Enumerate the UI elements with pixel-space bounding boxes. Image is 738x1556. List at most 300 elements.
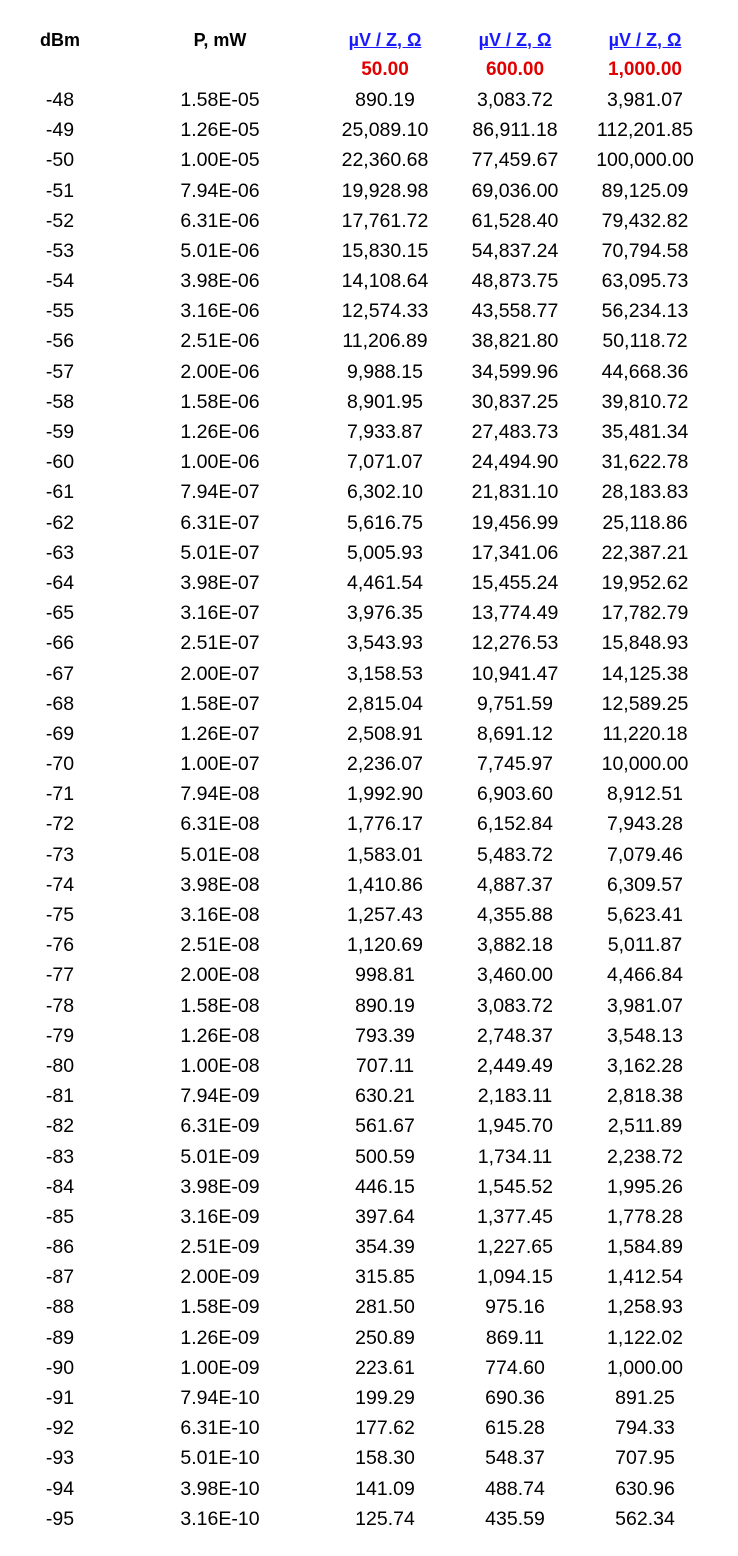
uv-600-ohm-cell: 69,036.00 [471, 179, 559, 202]
table-row [0, 297, 738, 327]
uv-1000-ohm-cell: 1,122.02 [607, 1326, 683, 1349]
uv-50-ohm-cell: 9,988.15 [347, 360, 423, 383]
table-row [0, 176, 738, 206]
dbm-cell: -70 [45, 753, 75, 776]
uv-50-ohm-cell: 6,302.10 [347, 481, 423, 504]
uv-600-ohm-cell: 1,227.65 [477, 1236, 553, 1259]
uv-1000-ohm-cell: 14,125.38 [601, 662, 689, 685]
uv-1000-ohm-cell: 2,511.89 [607, 1115, 683, 1138]
power-mw-cell: 1.00E-06 [180, 451, 260, 474]
table-row [0, 1051, 738, 1081]
uv-1000-ohm-cell: 3,981.07 [607, 88, 683, 111]
dbm-cell: -66 [45, 632, 75, 655]
power-mw-cell: 3.98E-07 [180, 571, 260, 594]
uv-1000-ohm-cell: 1,412.54 [607, 1266, 683, 1289]
power-mw-cell: 5.01E-09 [180, 1145, 260, 1168]
uv-50-ohm-cell: 793.39 [355, 1024, 415, 1047]
uv-50-ohm-cell: 14,108.64 [341, 270, 429, 293]
uv-1000-ohm-cell: 2,238.72 [607, 1145, 683, 1168]
table-row [0, 417, 738, 447]
power-mw-cell: 1.26E-05 [180, 119, 260, 142]
table-row [0, 689, 738, 719]
uv-600-ohm-cell: 12,276.53 [471, 632, 559, 655]
uv-50-ohm-cell: 1,776.17 [347, 813, 423, 836]
dbm-cell: -85 [45, 1205, 75, 1228]
uv-50-ohm-cell: 1,410.86 [347, 873, 423, 896]
power-mw-cell: 7.94E-07 [180, 481, 260, 504]
uv-1000-ohm-cell: 707.95 [615, 1447, 675, 1470]
dbm-cell: -82 [45, 1115, 75, 1138]
power-mw-cell: 1.26E-09 [180, 1326, 260, 1349]
dbm-cell: -55 [45, 300, 75, 323]
uv-600-ohm-cell: 6,903.60 [477, 783, 553, 806]
power-mw-cell: 1.58E-05 [180, 88, 260, 111]
table-row [0, 236, 738, 266]
power-mw-cell: 2.51E-09 [180, 1236, 260, 1259]
power-mw-cell: 1.00E-05 [180, 149, 260, 172]
table-row [0, 448, 738, 478]
uv-1000-ohm-cell: 8,912.51 [607, 783, 683, 806]
dbm-cell: -78 [45, 994, 75, 1017]
dbm-cell: -90 [45, 1356, 75, 1379]
uv-1000-ohm-cell: 15,848.93 [601, 632, 689, 655]
power-mw-cell: 2.51E-08 [180, 934, 260, 957]
uv-50-ohm-cell: 22,360.68 [341, 149, 429, 172]
table-row [0, 1021, 738, 1051]
uv-600-ohm-cell: 8,691.12 [477, 722, 553, 745]
dbm-cell: -92 [45, 1417, 75, 1440]
dbm-cell: -77 [45, 964, 75, 987]
table-row [0, 780, 738, 810]
uv-600-ohm-cell: 2,183.11 [477, 1085, 553, 1108]
dbm-conversion-table [0, 25, 738, 1534]
dbm-cell: -89 [45, 1326, 75, 1349]
dbm-cell: -76 [45, 934, 75, 957]
uv-1000-ohm-cell: 794.33 [615, 1417, 675, 1440]
dbm-cell: -51 [45, 179, 75, 202]
dbm-cell: -49 [45, 119, 75, 142]
uv-1000-ohm-cell: 12,589.25 [601, 692, 689, 715]
table-row [0, 991, 738, 1021]
dbm-cell: -65 [45, 602, 75, 625]
table-row [0, 508, 738, 538]
power-mw-cell: 1.26E-08 [180, 1024, 260, 1047]
uv-50-ohm-cell: 141.09 [355, 1477, 415, 1500]
dbm-cell: -54 [45, 270, 75, 293]
uv-50-ohm-cell: 5,616.75 [347, 511, 423, 534]
header-row [0, 25, 738, 55]
uv-600-ohm-cell: 77,459.67 [471, 149, 559, 172]
uv-1000-ohm-cell: 562.34 [615, 1507, 675, 1530]
dbm-cell: -56 [45, 330, 75, 353]
uv-1000-ohm-cell: 39,810.72 [601, 390, 689, 413]
power-mw-cell: 7.94E-08 [180, 783, 260, 806]
power-mw-cell: 3.16E-06 [180, 300, 260, 323]
uv-600-ohm-cell: 48,873.75 [471, 270, 559, 293]
uv-50-ohm-cell: 3,976.35 [347, 602, 423, 625]
uv-1000-ohm-cell: 19,952.62 [601, 571, 689, 594]
dbm-cell: -74 [45, 873, 75, 896]
dbm-cell: -88 [45, 1296, 75, 1319]
uv-1000-ohm-cell: 22,387.21 [601, 541, 689, 564]
power-mw-cell: 7.94E-06 [180, 179, 260, 202]
uv-50-ohm-cell: 998.81 [355, 964, 415, 987]
uv-1000-ohm-cell: 11,220.18 [602, 722, 688, 745]
uv-600-ohm-cell: 13,774.49 [471, 602, 559, 625]
uv-600-ohm-cell: 3,083.72 [477, 88, 553, 111]
dbm-cell: -63 [45, 541, 75, 564]
uv-50-ohm-cell: 5,005.93 [347, 541, 423, 564]
uv-50-ohm-cell: 561.67 [355, 1115, 415, 1138]
uv-50-ohm-cell: 281.50 [355, 1296, 415, 1319]
impedance-1000: 1,000.00 [608, 59, 682, 81]
dbm-cell: -60 [45, 451, 75, 474]
power-mw-cell: 3.16E-08 [180, 904, 260, 927]
uv-600-ohm-cell: 1,945.70 [477, 1115, 553, 1138]
uv-600-ohm-cell: 27,483.73 [471, 421, 559, 444]
table-row [0, 1323, 738, 1353]
dbm-cell: -67 [45, 662, 75, 685]
dbm-cell: -53 [45, 239, 75, 262]
uv-50-ohm-cell: 25,089.10 [341, 119, 429, 142]
uv-600-ohm-cell: 1,734.11 [477, 1145, 553, 1168]
dbm-cell: -52 [45, 209, 75, 232]
dbm-cell: -95 [45, 1507, 75, 1530]
uv-50-ohm-cell: 158.30 [355, 1447, 415, 1470]
power-mw-cell: 3.98E-10 [180, 1477, 260, 1500]
table-row [0, 538, 738, 568]
uv-50-ohm-cell: 1,992.90 [347, 783, 423, 806]
uv-1000-ohm-cell: 17,782.79 [601, 602, 689, 625]
dbm-cell: -62 [45, 511, 75, 534]
dbm-cell: -73 [45, 843, 75, 866]
table-row [0, 1112, 738, 1142]
uv-50-ohm-cell: 1,257.43 [347, 904, 423, 927]
uv-1000-ohm-cell: 4,466.84 [607, 964, 683, 987]
uv-50-ohm-cell: 890.19 [355, 994, 415, 1017]
dbm-cell: -75 [45, 904, 75, 927]
table-row [0, 1172, 738, 1202]
power-mw-cell: 6.31E-08 [180, 813, 260, 836]
dbm-cell: -84 [45, 1175, 75, 1198]
uv-50-ohm-cell: 315.85 [355, 1266, 415, 1289]
power-mw-cell: 3.16E-10 [180, 1507, 260, 1530]
uv-50-ohm-cell: 707.11 [355, 1054, 415, 1077]
uv-600-ohm-cell: 6,152.84 [477, 813, 553, 836]
power-mw-cell: 2.00E-06 [180, 360, 260, 383]
uv-600-ohm-cell: 38,821.80 [471, 330, 559, 353]
table-row [0, 1202, 738, 1232]
uv-600-ohm-cell: 43,558.77 [471, 300, 559, 323]
uv-600-ohm-cell: 34,599.96 [471, 360, 559, 383]
uv-600-ohm-cell: 3,882.18 [477, 934, 553, 957]
uv-1000-ohm-cell: 2,818.38 [607, 1085, 683, 1108]
table-row [0, 1353, 738, 1383]
table-row [0, 719, 738, 749]
power-mw-cell: 6.31E-10 [180, 1417, 260, 1440]
uv-600-ohm-cell: 3,083.72 [477, 994, 553, 1017]
uv-50-ohm-cell: 11,206.89 [342, 330, 428, 353]
power-mw-cell: 2.00E-09 [180, 1266, 260, 1289]
impedance-row [0, 55, 738, 85]
uv-1000-ohm-cell: 3,981.07 [607, 994, 683, 1017]
uv-1000-ohm-cell: 70,794.58 [601, 239, 689, 262]
uv-1000-ohm-cell: 1,778.28 [607, 1205, 683, 1228]
power-mw-cell: 5.01E-10 [180, 1447, 260, 1470]
uv-1000-ohm-cell: 50,118.72 [602, 330, 688, 353]
uv-50-ohm-cell: 1,583.01 [347, 843, 423, 866]
uv-50-ohm-cell: 250.89 [355, 1326, 415, 1349]
table-row [0, 961, 738, 991]
uv-1000-ohm-cell: 3,548.13 [607, 1024, 683, 1047]
uv-600-ohm-cell: 30,837.25 [471, 390, 559, 413]
power-mw-cell: 1.58E-09 [180, 1296, 260, 1319]
uv-1000-ohm-cell: 89,125.09 [601, 179, 689, 202]
uv-600-ohm-cell: 9,751.59 [477, 692, 553, 715]
dbm-cell: -80 [45, 1054, 75, 1077]
uv-50-ohm-cell: 7,071.07 [347, 451, 423, 474]
table-row [0, 1233, 738, 1263]
dbm-cell: -64 [45, 571, 75, 594]
table-row [0, 931, 738, 961]
uv-1000-ohm-cell: 44,668.36 [601, 360, 689, 383]
uv-600-ohm-cell: 2,449.49 [477, 1054, 553, 1077]
table-row [0, 206, 738, 236]
uv-50-ohm-cell: 446.15 [355, 1175, 415, 1198]
header-power-mw: P, mW [193, 29, 247, 50]
uv-600-ohm-cell: 1,377.45 [477, 1205, 553, 1228]
table-row [0, 1504, 738, 1534]
uv-1000-ohm-cell: 31,622.78 [601, 451, 689, 474]
table-row [0, 387, 738, 417]
dbm-cell: -87 [45, 1266, 75, 1289]
power-mw-cell: 5.01E-06 [180, 239, 260, 262]
dbm-cell: -59 [45, 421, 75, 444]
power-mw-cell: 6.31E-07 [180, 511, 260, 534]
power-mw-cell: 3.16E-09 [180, 1205, 260, 1228]
table-row [0, 1444, 738, 1474]
uv-600-ohm-cell: 774.60 [485, 1356, 545, 1379]
power-mw-cell: 2.00E-08 [180, 964, 260, 987]
table-row [0, 900, 738, 930]
uv-600-ohm-cell: 488.74 [485, 1477, 545, 1500]
uv-1000-ohm-cell: 6,309.57 [607, 873, 683, 896]
uv-600-ohm-cell: 690.36 [485, 1387, 545, 1410]
uv-50-ohm-cell: 3,543.93 [347, 632, 423, 655]
uv-50-ohm-cell: 2,236.07 [347, 753, 423, 776]
power-mw-cell: 2.51E-07 [180, 632, 260, 655]
table-row [0, 1293, 738, 1323]
uv-50-ohm-cell: 19,928.98 [341, 179, 429, 202]
uv-1000-ohm-cell: 891.25 [615, 1387, 675, 1410]
uv-1000-ohm-cell: 35,481.34 [601, 421, 689, 444]
dbm-cell: -48 [45, 88, 75, 111]
uv-1000-ohm-cell: 10,000.00 [601, 753, 689, 776]
uv-1000-ohm-cell: 7,943.28 [607, 813, 683, 836]
header-microvolt-link-2[interactable]: µV / Z, Ω [478, 29, 552, 50]
table-row [0, 810, 738, 840]
uv-600-ohm-cell: 3,460.00 [477, 964, 553, 987]
impedance-600: 600.00 [485, 59, 545, 81]
uv-50-ohm-cell: 500.59 [355, 1145, 415, 1168]
power-mw-cell: 1.58E-08 [180, 994, 260, 1017]
dbm-cell: -50 [45, 149, 75, 172]
dbm-cell: -57 [45, 360, 75, 383]
uv-600-ohm-cell: 54,837.24 [471, 239, 559, 262]
uv-50-ohm-cell: 1,120.69 [347, 934, 423, 957]
uv-600-ohm-cell: 975.16 [485, 1296, 545, 1319]
uv-1000-ohm-cell: 63,095.73 [601, 270, 689, 293]
uv-600-ohm-cell: 10,941.47 [471, 662, 559, 685]
power-mw-cell: 3.98E-09 [180, 1175, 260, 1198]
uv-1000-ohm-cell: 28,183.83 [601, 481, 689, 504]
power-mw-cell: 7.94E-10 [180, 1387, 260, 1410]
uv-50-ohm-cell: 199.29 [355, 1387, 415, 1410]
uv-600-ohm-cell: 86,911.18 [472, 119, 558, 142]
table-row [0, 85, 738, 115]
uv-50-ohm-cell: 12,574.33 [341, 300, 429, 323]
uv-50-ohm-cell: 630.21 [355, 1085, 415, 1108]
uv-1000-ohm-cell: 1,584.89 [607, 1236, 683, 1259]
uv-50-ohm-cell: 2,815.04 [347, 692, 423, 715]
table-row [0, 1474, 738, 1504]
uv-50-ohm-cell: 15,830.15 [341, 239, 429, 262]
uv-600-ohm-cell: 17,341.06 [471, 541, 559, 564]
power-mw-cell: 3.98E-08 [180, 873, 260, 896]
table-row [0, 870, 738, 900]
power-mw-cell: 1.58E-06 [180, 390, 260, 413]
uv-1000-ohm-cell: 1,995.26 [607, 1175, 683, 1198]
uv-1000-ohm-cell: 79,432.82 [601, 209, 689, 232]
table-row [0, 840, 738, 870]
power-mw-cell: 6.31E-09 [180, 1115, 260, 1138]
uv-50-ohm-cell: 125.74 [355, 1507, 415, 1530]
uv-600-ohm-cell: 4,887.37 [477, 873, 553, 896]
uv-600-ohm-cell: 24,494.90 [471, 451, 559, 474]
power-mw-cell: 1.26E-07 [180, 722, 260, 745]
uv-600-ohm-cell: 435.59 [485, 1507, 545, 1530]
uv-1000-ohm-cell: 5,623.41 [607, 904, 683, 927]
dbm-cell: -58 [45, 390, 75, 413]
table-row [0, 629, 738, 659]
dbm-cell: -79 [45, 1024, 75, 1047]
table-row [0, 357, 738, 387]
uv-1000-ohm-cell: 7,079.46 [607, 843, 683, 866]
uv-600-ohm-cell: 61,528.40 [471, 209, 559, 232]
uv-50-ohm-cell: 17,761.72 [341, 209, 429, 232]
dbm-cell: -61 [45, 481, 75, 504]
uv-50-ohm-cell: 354.39 [355, 1236, 415, 1259]
header-microvolt-link-3[interactable]: µV / Z, Ω [608, 29, 682, 50]
uv-600-ohm-cell: 21,831.10 [471, 481, 559, 504]
uv-600-ohm-cell: 615.28 [485, 1417, 545, 1440]
power-mw-cell: 1.26E-06 [180, 421, 260, 444]
table-row [0, 116, 738, 146]
table-row [0, 267, 738, 297]
table-row [0, 599, 738, 629]
uv-50-ohm-cell: 223.61 [355, 1356, 415, 1379]
dbm-cell: -91 [45, 1387, 75, 1410]
table-row [0, 1082, 738, 1112]
dbm-cell: -93 [45, 1447, 75, 1470]
uv-1000-ohm-cell: 630.96 [615, 1477, 675, 1500]
uv-50-ohm-cell: 3,158.53 [347, 662, 423, 685]
power-mw-cell: 7.94E-09 [180, 1085, 260, 1108]
power-mw-cell: 1.58E-07 [180, 692, 260, 715]
uv-1000-ohm-cell: 25,118.86 [602, 511, 688, 534]
power-mw-cell: 3.16E-07 [180, 602, 260, 625]
table-row [0, 1414, 738, 1444]
uv-600-ohm-cell: 1,545.52 [477, 1175, 553, 1198]
dbm-cell: -83 [45, 1145, 75, 1168]
dbm-cell: -69 [45, 722, 75, 745]
dbm-cell: -68 [45, 692, 75, 715]
uv-600-ohm-cell: 19,456.99 [471, 511, 559, 534]
impedance-50: 50.00 [361, 59, 409, 81]
dbm-cell: -86 [45, 1236, 75, 1259]
power-mw-cell: 6.31E-06 [180, 209, 260, 232]
header-microvolt-link-1[interactable]: µV / Z, Ω [348, 29, 422, 50]
uv-50-ohm-cell: 7,933.87 [347, 421, 423, 444]
uv-600-ohm-cell: 7,745.97 [477, 753, 553, 776]
table-row [0, 146, 738, 176]
table-row [0, 1263, 738, 1293]
uv-50-ohm-cell: 4,461.54 [347, 571, 423, 594]
table-body [0, 85, 738, 1534]
uv-600-ohm-cell: 1,094.15 [477, 1266, 553, 1289]
table-row [0, 327, 738, 357]
dbm-cell: -94 [45, 1477, 75, 1500]
power-mw-cell: 2.00E-07 [180, 662, 260, 685]
power-mw-cell: 2.51E-06 [180, 330, 260, 353]
uv-600-ohm-cell: 548.37 [485, 1447, 545, 1470]
uv-600-ohm-cell: 15,455.24 [471, 571, 559, 594]
power-mw-cell: 1.00E-09 [180, 1356, 260, 1379]
dbm-cell: -71 [45, 783, 75, 806]
uv-600-ohm-cell: 5,483.72 [477, 843, 553, 866]
uv-1000-ohm-cell: 1,000.00 [607, 1356, 683, 1379]
uv-1000-ohm-cell: 5,011.87 [607, 934, 683, 957]
uv-600-ohm-cell: 2,748.37 [477, 1024, 553, 1047]
table-row [0, 1142, 738, 1172]
power-mw-cell: 1.00E-08 [180, 1054, 260, 1077]
uv-1000-ohm-cell: 1,258.93 [607, 1296, 683, 1319]
table-row [0, 478, 738, 508]
uv-50-ohm-cell: 890.19 [355, 88, 415, 111]
dbm-cell: -81 [45, 1085, 75, 1108]
uv-50-ohm-cell: 8,901.95 [347, 390, 423, 413]
uv-1000-ohm-cell: 56,234.13 [601, 300, 689, 323]
power-mw-cell: 1.00E-07 [180, 753, 260, 776]
uv-600-ohm-cell: 4,355.88 [477, 904, 553, 927]
uv-1000-ohm-cell: 100,000.00 [596, 149, 694, 172]
uv-50-ohm-cell: 2,508.91 [347, 722, 423, 745]
dbm-cell: -72 [45, 813, 75, 836]
table-row [0, 659, 738, 689]
uv-50-ohm-cell: 397.64 [355, 1205, 415, 1228]
table-row [0, 568, 738, 598]
uv-600-ohm-cell: 869.11 [485, 1326, 545, 1349]
power-mw-cell: 5.01E-07 [180, 541, 260, 564]
header-dbm: dBm [40, 29, 80, 50]
uv-50-ohm-cell: 177.62 [355, 1417, 415, 1440]
power-mw-cell: 5.01E-08 [180, 843, 260, 866]
uv-1000-ohm-cell: 112,201.85 [596, 119, 694, 142]
uv-1000-ohm-cell: 3,162.28 [607, 1054, 683, 1077]
power-mw-cell: 3.98E-06 [180, 270, 260, 293]
table-row [0, 750, 738, 780]
table-row [0, 1383, 738, 1413]
